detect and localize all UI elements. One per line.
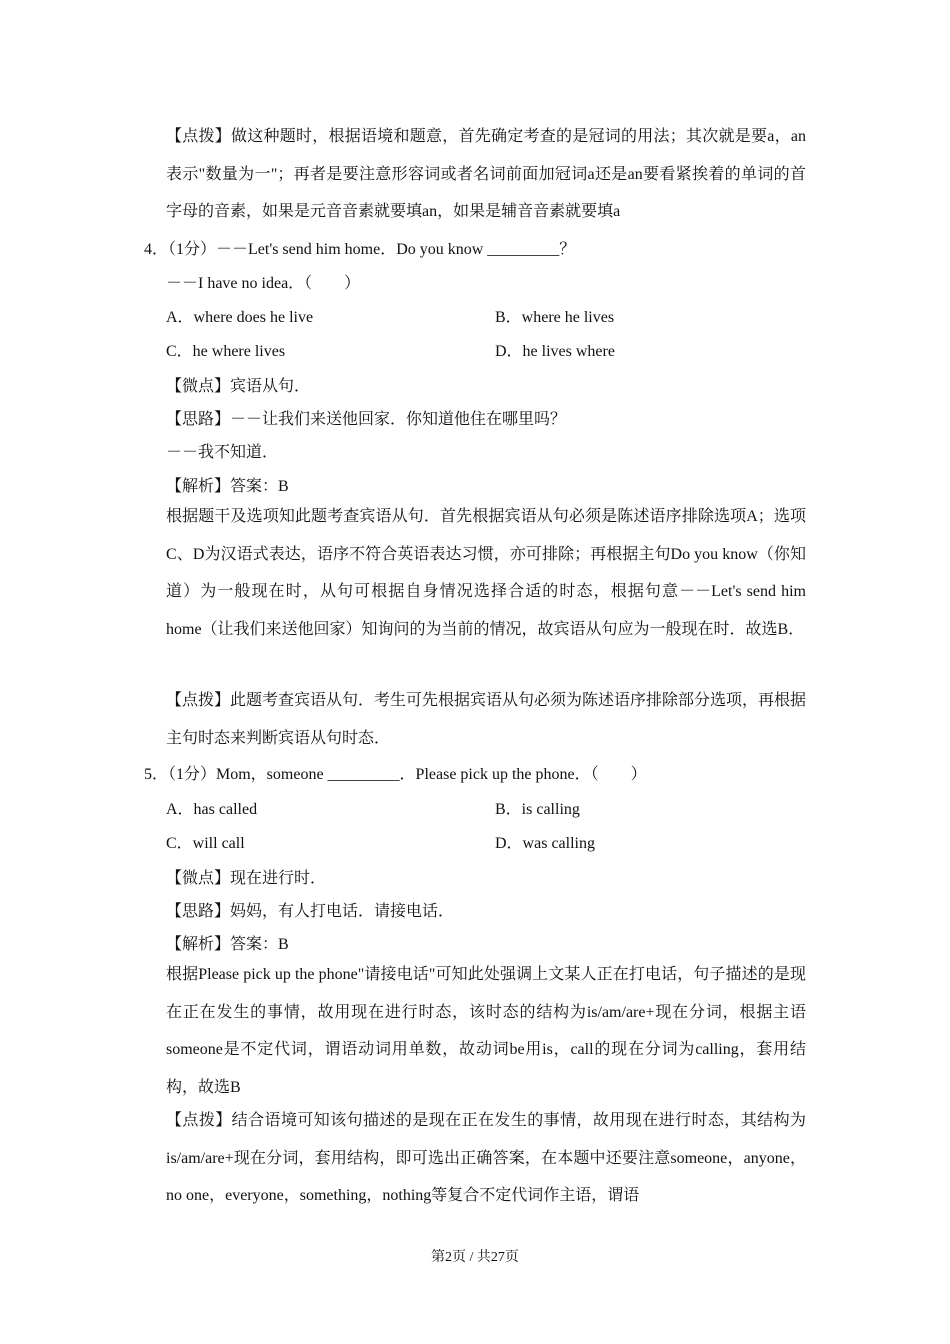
question-5-option-b: B．is calling [495, 801, 580, 818]
question-4-option-d: D．he lives where [495, 343, 615, 360]
question-4-option-a: A．where does he live [166, 309, 314, 326]
page-footer: 第2页 / 共27页 [431, 1250, 519, 1265]
question-4-dianbo: 【点拨】此题考查宾语从句．考生可先根据宾语从句必须为陈述语序排除部分选项，再根据主句时态来判断宾语从句时态． [166, 692, 807, 747]
question-5-dianbo: 【点拨】结合语境可知该句描述的是现在正在发生的事情，故用现在进行时态，其结构为is/am/are+现在分词，套用结构，即可选出正确答案，在本题中还要注意someone，anyone，no one，everyone，something，nothing等复合不定代词作主语，谓语 [166, 1112, 806, 1204]
question-5-jiexi: 【解析】答案：B [166, 936, 289, 953]
question-4-option-b: B．where he lives [495, 309, 615, 326]
tip-paragraph-q3: 【点拨】做这种题时，根据语境和题意，首先确定考查的是冠词的用法；其次就是要a，an表示"数量为一"；再者是要注意形容词或者名词前面加冠词a还是an要看紧挨着的单词的首字母的音素，如果是元音音素就要填an，如果是辅音音素就要填a [166, 128, 806, 220]
question-5-option-a: A．has called [166, 801, 258, 818]
question-4-silu: 【思路】－－让我们来送他回家．你知道他住在哪里吗？ [166, 411, 567, 428]
question-4-option-c: C．he where lives [166, 343, 286, 360]
question-4-jiexi: 【解析】答案：B [166, 478, 289, 495]
question-5-silu: 【思路】妈妈，有人打电话．请接电话． [166, 903, 455, 920]
question-5-analysis: 根据Please pick up the phone"请接电话"可知此处强调上文某人正在打电话，句子描述的是现在正在发生的事情，故用现在进行时态，该时态的结构为is/am/are+现在分词，根据主语someone是不定代词，谓语动词用单数，故动词be用is，call的现在分词为calling，套用结构，故选B [166, 966, 806, 1096]
question-4-analysis: 根据题干及选项知此题考查宾语从句．首先根据宾语从句必须是陈述语序排除选项A；选项C、D为汉语式表达，语序不符合英语表达习惯，亦可排除；再根据主句Do you know（你知道）为一般现在时，从句可根据自身情况选择合适的时态，根据句意－－Let's send him home（让我们来送他回家）知询问的为当前的情况，故宾语从句应为一般现在时．故选B． [166, 508, 806, 638]
question-4-silu-2: －－我不知道． [166, 444, 279, 461]
question-4-response: －－I have no idea．（ ） [166, 275, 361, 292]
question-4-stem: 4．（1分）－－Let's send him home．Do you know _________？ [144, 241, 576, 258]
question-5-option-c: C．will call [166, 835, 245, 852]
question-5-option-d: D．was calling [495, 835, 595, 852]
question-5-stem: 5．（1分）Mom，someone _________．Please pick up the phone．（ ） [144, 766, 647, 783]
question-4-weidian: 【微点】宾语从句． [166, 378, 311, 395]
question-5-weidian: 【微点】现在进行时． [166, 870, 327, 887]
